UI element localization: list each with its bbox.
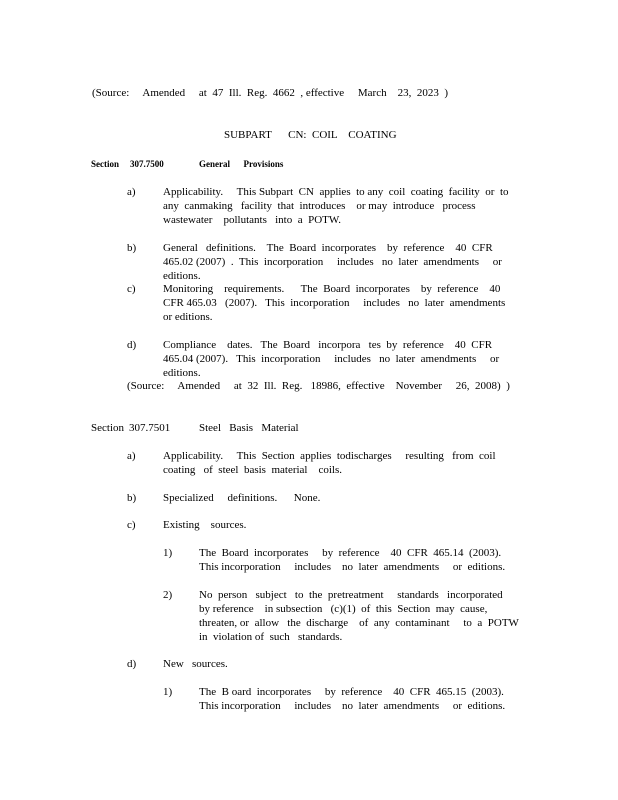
subitem-text-c2: No person subject to the pretreatment standards incorporated by reference in subsection (c)(1) of this Section may cause, threaten, or allow the discharge of any contaminant to a POTW in violation of such standards. <box>199 589 530 643</box>
source-note: (Source: Amended at 32 Ill. Reg. 18986, effective November 26, 2008) ) <box>127 380 510 392</box>
section-label: Section <box>91 159 119 169</box>
item-text-b: Specialized definitions. None. <box>163 492 321 504</box>
source-note-top: (Source: Amended at 47 Ill. Reg. 4662 , effective March 23, 2023 ) <box>92 87 448 99</box>
item-label-c: c) <box>127 283 136 295</box>
subitem-label-d1: 1) <box>163 686 173 698</box>
item-text-a: Applicability. This Subpart CN applies to any coil coating facility or to any canmaking facility that introduces or may introduce process wastewater pollutants into a POTW. <box>163 186 512 226</box>
item-label-c: c) <box>127 519 136 531</box>
item-text-c: Monitoring requirements. The Board incorporates by reference 40 CFR 465.03 (2007). This incorporation includes no later amendments or editions. <box>163 283 520 323</box>
item-text-c: Existing sources. <box>163 519 247 531</box>
section-title: General Provisions <box>199 159 284 169</box>
item-text-a: Applicability. This Section applies todischarges resulting from coil coating of steel basis material coils. <box>163 450 499 476</box>
item-label-d: d) <box>127 339 137 351</box>
subitem-label-c2: 2) <box>163 589 173 601</box>
item-label-a: a) <box>127 186 136 198</box>
section-title: Steel Basis Material <box>199 422 299 434</box>
subitem-text-d1: The B oard incorporates by reference 40 CFR 465.15 (2003). This incorporation includes no later amendments or editions. <box>199 686 515 712</box>
section-label: Section <box>91 422 124 434</box>
item-text-d: New sources. <box>163 658 228 670</box>
item-label-a: a) <box>127 450 136 462</box>
item-text-d: Compliance dates. The Board incorpora tes by reference 40 CFR 465.04 (2007). This incorporation includes no later amendments or editions. <box>163 339 505 379</box>
item-label-d: d) <box>127 658 137 670</box>
item-label-b: b) <box>127 492 137 504</box>
item-label-b: b) <box>127 242 137 254</box>
subitem-label-c1: 1) <box>163 547 173 559</box>
subpart-title: SUBPART CN: COIL COATING <box>224 129 397 141</box>
item-text-b: General definitions. The Board incorporates by reference 40 CFR 465.02 (2007) . This incorporation includes no later amendments or editions. <box>163 242 508 282</box>
section-number: 307.7500 <box>130 159 164 169</box>
section-number: 307.7501 <box>129 422 171 434</box>
subitem-text-c1: The Board incorporates by reference 40 CFR 465.14 (2003). This incorporation includes no later amendments or editions. <box>199 547 512 573</box>
